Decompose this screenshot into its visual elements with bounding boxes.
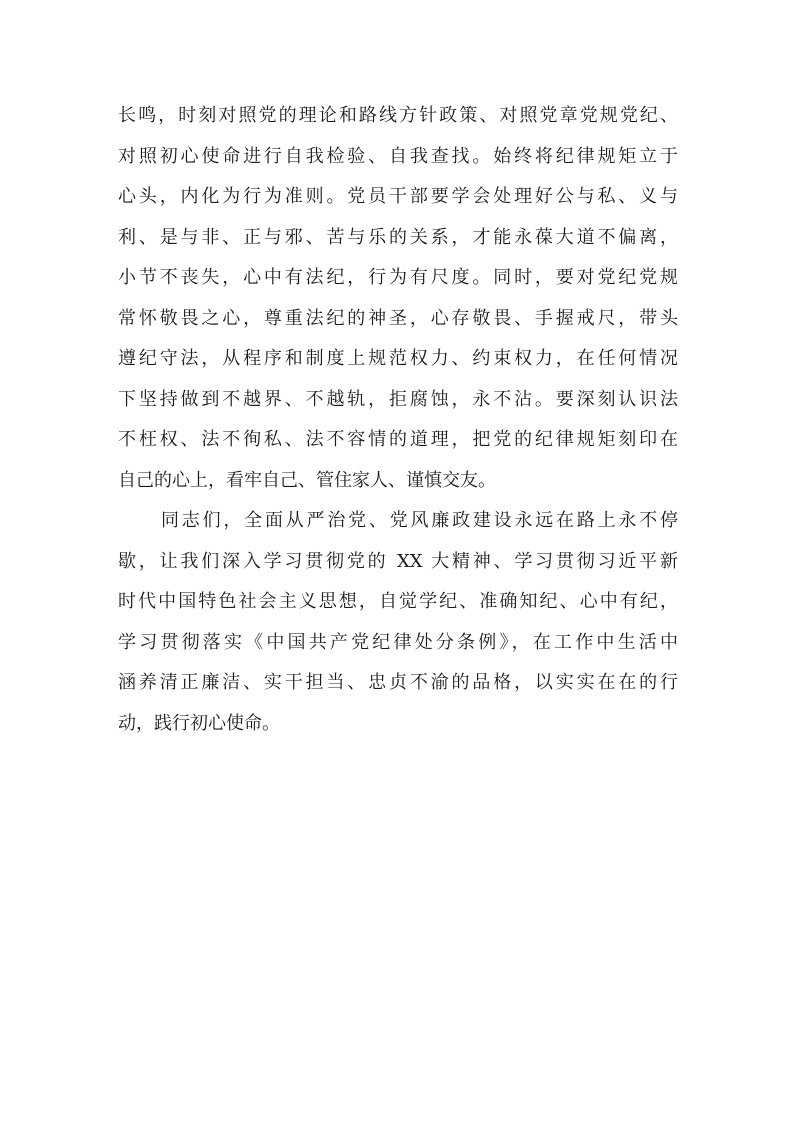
paragraph-2-line: 时代中国特色社会主义思想，自觉学纪、准确知纪、心中有纪， [118, 591, 678, 612]
paragraph-1-line: 对照初心使命进行自我检验、自我查找。始终将纪律规矩立于 [118, 145, 678, 167]
paragraph-1-line: 自己的心上，看牢自己、管住家人、谨慎交友。 [118, 469, 496, 491]
paragraph-2-line: 歇，让我们深入学习贯彻党的 XX 大精神、学习贯彻习近平新 [118, 550, 678, 572]
paragraph-1-line: 不枉权、法不徇私、法不容情的道理，把党的纪律规矩刻印在 [118, 429, 678, 450]
body-text [118, 96, 678, 744]
paragraph-2-line: 动，践行初心使命。 [118, 712, 280, 734]
paragraph-1-line: 小节不丧失，心中有法纪，行为有尺度。同时，要对党纪党规 [118, 267, 678, 288]
paragraph-1-line: 长鸣，时刻对照党的理论和路线方针政策、对照党章党规党纪、 [118, 105, 678, 126]
paragraph-1-line: 心头，内化为行为准则。党员干部要学会处理好公与私、义与 [118, 186, 678, 207]
paragraph-1-line: 常怀敬畏之心，尊重法纪的神圣，心存敬畏、手握戒尺，带头 [118, 307, 678, 329]
paragraph-1-line: 利、是与非、正与邪、苦与乐的关系，才能永葆大道不偏离， [118, 226, 678, 248]
paragraph-2-line: 涵养清正廉洁、实干担当、忠贞不渝的品格，以实实在在的行 [118, 672, 678, 693]
paragraph-2-line: 同志们，全面从严治党、党风廉政建设永远在路上永不停 [161, 510, 678, 531]
paragraph-1-line: 下坚持做到不越界、不越轨，拒腐蚀，永不沾。要深刻认识法 [118, 388, 678, 410]
paragraph-1-line: 遵纪守法，从程序和制度上规范权力、约束权力，在任何情况 [118, 348, 678, 369]
paragraph-2-line: 学习贯彻落实《中国共产党纪律处分条例》，在工作中生活中 [118, 631, 678, 653]
